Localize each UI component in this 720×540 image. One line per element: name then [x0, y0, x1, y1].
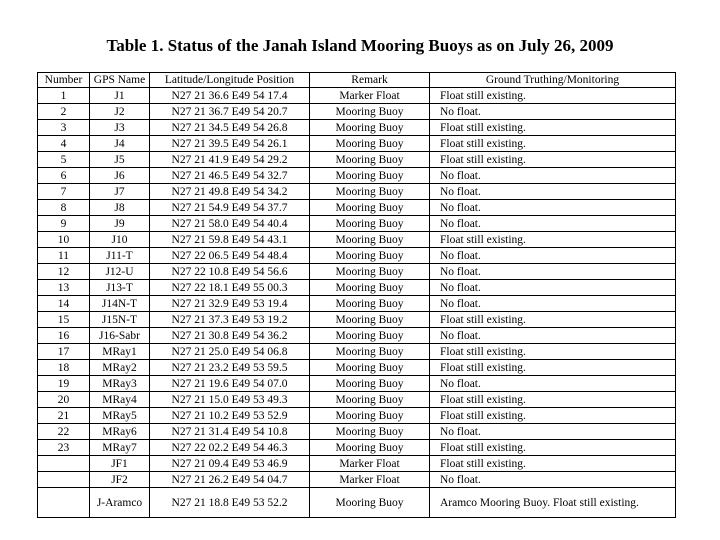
cell-ground-truthing: No float. — [430, 328, 676, 344]
cell-number — [38, 472, 90, 488]
cell-number — [38, 488, 90, 518]
cell-gps-name: MRay4 — [90, 392, 150, 408]
cell-position: N27 22 02.2 E49 54 46.3 — [150, 440, 310, 456]
cell-position: N27 22 06.5 E49 54 48.4 — [150, 248, 310, 264]
table-row — [38, 200, 676, 216]
table-row — [38, 328, 676, 344]
column-header-gps-name: GPS Name — [90, 73, 150, 88]
cell-position: N27 21 54.9 E49 54 37.7 — [150, 200, 310, 216]
cell-position: N27 21 25.0 E49 54 06.8 — [150, 344, 310, 360]
cell-position: N27 21 46.5 E49 54 32.7 — [150, 168, 310, 184]
cell-remark: Mooring Buoy — [310, 184, 430, 200]
table-row — [38, 120, 676, 136]
table-row — [38, 392, 676, 408]
table-row — [38, 408, 676, 424]
cell-remark: Mooring Buoy — [310, 136, 430, 152]
cell-position: N27 21 30.8 E49 54 36.2 — [150, 328, 310, 344]
cell-ground-truthing: Float still existing. — [430, 136, 676, 152]
cell-ground-truthing: No float. — [430, 472, 676, 488]
cell-number: 8 — [38, 200, 90, 216]
cell-ground-truthing: Float still existing. — [430, 408, 676, 424]
cell-number: 19 — [38, 376, 90, 392]
cell-remark: Mooring Buoy — [310, 344, 430, 360]
cell-gps-name: JF2 — [90, 472, 150, 488]
table-header-row — [38, 73, 676, 88]
cell-remark: Mooring Buoy — [310, 440, 430, 456]
column-header-number: Number — [38, 73, 90, 88]
cell-remark: Marker Float — [310, 472, 430, 488]
cell-remark: Mooring Buoy — [310, 200, 430, 216]
cell-gps-name: MRay1 — [90, 344, 150, 360]
cell-number: 16 — [38, 328, 90, 344]
cell-gps-name: JF1 — [90, 456, 150, 472]
cell-remark: Mooring Buoy — [310, 104, 430, 120]
cell-ground-truthing: No float. — [430, 376, 676, 392]
cell-remark: Marker Float — [310, 456, 430, 472]
cell-gps-name: J2 — [90, 104, 150, 120]
cell-gps-name: J13-T — [90, 280, 150, 296]
cell-position: N27 21 37.3 E49 53 19.2 — [150, 312, 310, 328]
cell-number: 22 — [38, 424, 90, 440]
cell-number: 18 — [38, 360, 90, 376]
cell-number: 3 — [38, 120, 90, 136]
cell-ground-truthing: No float. — [430, 184, 676, 200]
cell-gps-name: J10 — [90, 232, 150, 248]
cell-number: 14 — [38, 296, 90, 312]
table-row — [38, 296, 676, 312]
cell-number: 12 — [38, 264, 90, 280]
cell-position: N27 21 58.0 E49 54 40.4 — [150, 216, 310, 232]
table-row — [38, 488, 676, 518]
cell-number — [38, 456, 90, 472]
cell-ground-truthing: No float. — [430, 104, 676, 120]
cell-position: N27 21 18.8 E49 53 52.2 — [150, 488, 310, 518]
table-row — [38, 104, 676, 120]
cell-position: N27 21 10.2 E49 53 52.9 — [150, 408, 310, 424]
cell-number: 15 — [38, 312, 90, 328]
cell-remark: Mooring Buoy — [310, 312, 430, 328]
cell-position: N27 21 23.2 E49 53 59.5 — [150, 360, 310, 376]
cell-gps-name: J1 — [90, 88, 150, 104]
table-row — [38, 232, 676, 248]
cell-gps-name: MRay6 — [90, 424, 150, 440]
table-row — [38, 472, 676, 488]
page-title: Table 1. Status of the Janah Island Mooring Buoys as on July 26, 2009 — [106, 36, 614, 55]
cell-number: 1 — [38, 88, 90, 104]
table-row — [38, 360, 676, 376]
cell-ground-truthing: No float. — [430, 248, 676, 264]
cell-gps-name: MRay7 — [90, 440, 150, 456]
table-row — [38, 248, 676, 264]
cell-position: N27 21 36.6 E49 54 17.4 — [150, 88, 310, 104]
cell-position: N27 21 32.9 E49 53 19.4 — [150, 296, 310, 312]
table-row — [38, 440, 676, 456]
column-header-remark: Remark — [310, 73, 430, 88]
cell-number: 21 — [38, 408, 90, 424]
cell-number: 7 — [38, 184, 90, 200]
cell-ground-truthing: Float still existing. — [430, 456, 676, 472]
buoy-status-table — [37, 72, 676, 518]
cell-ground-truthing: Float still existing. — [430, 152, 676, 168]
cell-position: N27 21 26.2 E49 54 04.7 — [150, 472, 310, 488]
cell-position: N27 22 18.1 E49 55 00.3 — [150, 280, 310, 296]
cell-ground-truthing: No float. — [430, 296, 676, 312]
cell-ground-truthing: No float. — [430, 424, 676, 440]
cell-position: N27 21 15.0 E49 53 49.3 — [150, 392, 310, 408]
table-row — [38, 280, 676, 296]
cell-remark: Mooring Buoy — [310, 376, 430, 392]
cell-remark: Mooring Buoy — [310, 280, 430, 296]
table-row — [38, 456, 676, 472]
cell-number: 4 — [38, 136, 90, 152]
cell-ground-truthing: No float. — [430, 200, 676, 216]
cell-number: 2 — [38, 104, 90, 120]
table-row — [38, 264, 676, 280]
cell-position: N27 21 59.8 E49 54 43.1 — [150, 232, 310, 248]
cell-gps-name: J8 — [90, 200, 150, 216]
table-row — [38, 424, 676, 440]
cell-gps-name: J7 — [90, 184, 150, 200]
cell-remark: Mooring Buoy — [310, 152, 430, 168]
cell-remark: Mooring Buoy — [310, 392, 430, 408]
cell-ground-truthing: Float still existing. — [430, 392, 676, 408]
cell-remark: Mooring Buoy — [310, 408, 430, 424]
cell-number: 17 — [38, 344, 90, 360]
cell-gps-name: J9 — [90, 216, 150, 232]
cell-remark: Mooring Buoy — [310, 120, 430, 136]
cell-gps-name: MRay5 — [90, 408, 150, 424]
cell-gps-name: J11-T — [90, 248, 150, 264]
cell-gps-name: J6 — [90, 168, 150, 184]
cell-number: 5 — [38, 152, 90, 168]
table-row — [38, 136, 676, 152]
cell-ground-truthing: No float. — [430, 216, 676, 232]
table-row — [38, 152, 676, 168]
table-row — [38, 312, 676, 328]
cell-remark: Mooring Buoy — [310, 232, 430, 248]
cell-position: N27 21 31.4 E49 54 10.8 — [150, 424, 310, 440]
column-header-ground-truthing: Ground Truthing/Monitoring — [430, 73, 676, 88]
cell-number: 13 — [38, 280, 90, 296]
cell-position: N27 22 10.8 E49 54 56.6 — [150, 264, 310, 280]
cell-position: N27 21 09.4 E49 53 46.9 — [150, 456, 310, 472]
table-row — [38, 184, 676, 200]
cell-number: 10 — [38, 232, 90, 248]
cell-ground-truthing: Float still existing. — [430, 88, 676, 104]
cell-remark: Mooring Buoy — [310, 168, 430, 184]
cell-position: N27 21 34.5 E49 54 26.8 — [150, 120, 310, 136]
cell-gps-name: J14N-T — [90, 296, 150, 312]
cell-number: 23 — [38, 440, 90, 456]
cell-ground-truthing: Float still existing. — [430, 360, 676, 376]
cell-ground-truthing: Float still existing. — [430, 120, 676, 136]
cell-remark: Mooring Buoy — [310, 296, 430, 312]
cell-gps-name: J16-Sabr — [90, 328, 150, 344]
cell-gps-name: J5 — [90, 152, 150, 168]
table-row — [38, 88, 676, 104]
cell-ground-truthing: Float still existing. — [430, 312, 676, 328]
cell-ground-truthing: Float still existing. — [430, 344, 676, 360]
table-row — [38, 376, 676, 392]
cell-remark: Marker Float — [310, 88, 430, 104]
cell-remark: Mooring Buoy — [310, 488, 430, 518]
cell-ground-truthing: No float. — [430, 280, 676, 296]
cell-gps-name: MRay3 — [90, 376, 150, 392]
cell-remark: Mooring Buoy — [310, 424, 430, 440]
table-row — [38, 216, 676, 232]
cell-gps-name: J-Aramco — [90, 488, 150, 518]
cell-gps-name: J12-U — [90, 264, 150, 280]
cell-ground-truthing: No float. — [430, 264, 676, 280]
cell-gps-name: MRay2 — [90, 360, 150, 376]
cell-position: N27 21 19.6 E49 54 07.0 — [150, 376, 310, 392]
cell-ground-truthing: Aramco Mooring Buoy. Float still existing. — [430, 488, 676, 518]
cell-remark: Mooring Buoy — [310, 360, 430, 376]
cell-ground-truthing: No float. — [430, 168, 676, 184]
cell-number: 11 — [38, 248, 90, 264]
cell-position: N27 21 41.9 E49 54 29.2 — [150, 152, 310, 168]
table-row — [38, 344, 676, 360]
cell-number: 9 — [38, 216, 90, 232]
cell-remark: Mooring Buoy — [310, 264, 430, 280]
cell-ground-truthing: Float still existing. — [430, 440, 676, 456]
cell-position: N27 21 36.7 E49 54 20.7 — [150, 104, 310, 120]
cell-remark: Mooring Buoy — [310, 216, 430, 232]
cell-gps-name: J15N-T — [90, 312, 150, 328]
cell-gps-name: J4 — [90, 136, 150, 152]
cell-ground-truthing: Float still existing. — [430, 232, 676, 248]
cell-number: 20 — [38, 392, 90, 408]
cell-remark: Mooring Buoy — [310, 328, 430, 344]
cell-remark: Mooring Buoy — [310, 248, 430, 264]
column-header-position: Latitude/Longitude Position — [150, 73, 310, 88]
table-row — [38, 168, 676, 184]
cell-number: 6 — [38, 168, 90, 184]
cell-position: N27 21 39.5 E49 54 26.1 — [150, 136, 310, 152]
cell-gps-name: J3 — [90, 120, 150, 136]
cell-position: N27 21 49.8 E49 54 34.2 — [150, 184, 310, 200]
